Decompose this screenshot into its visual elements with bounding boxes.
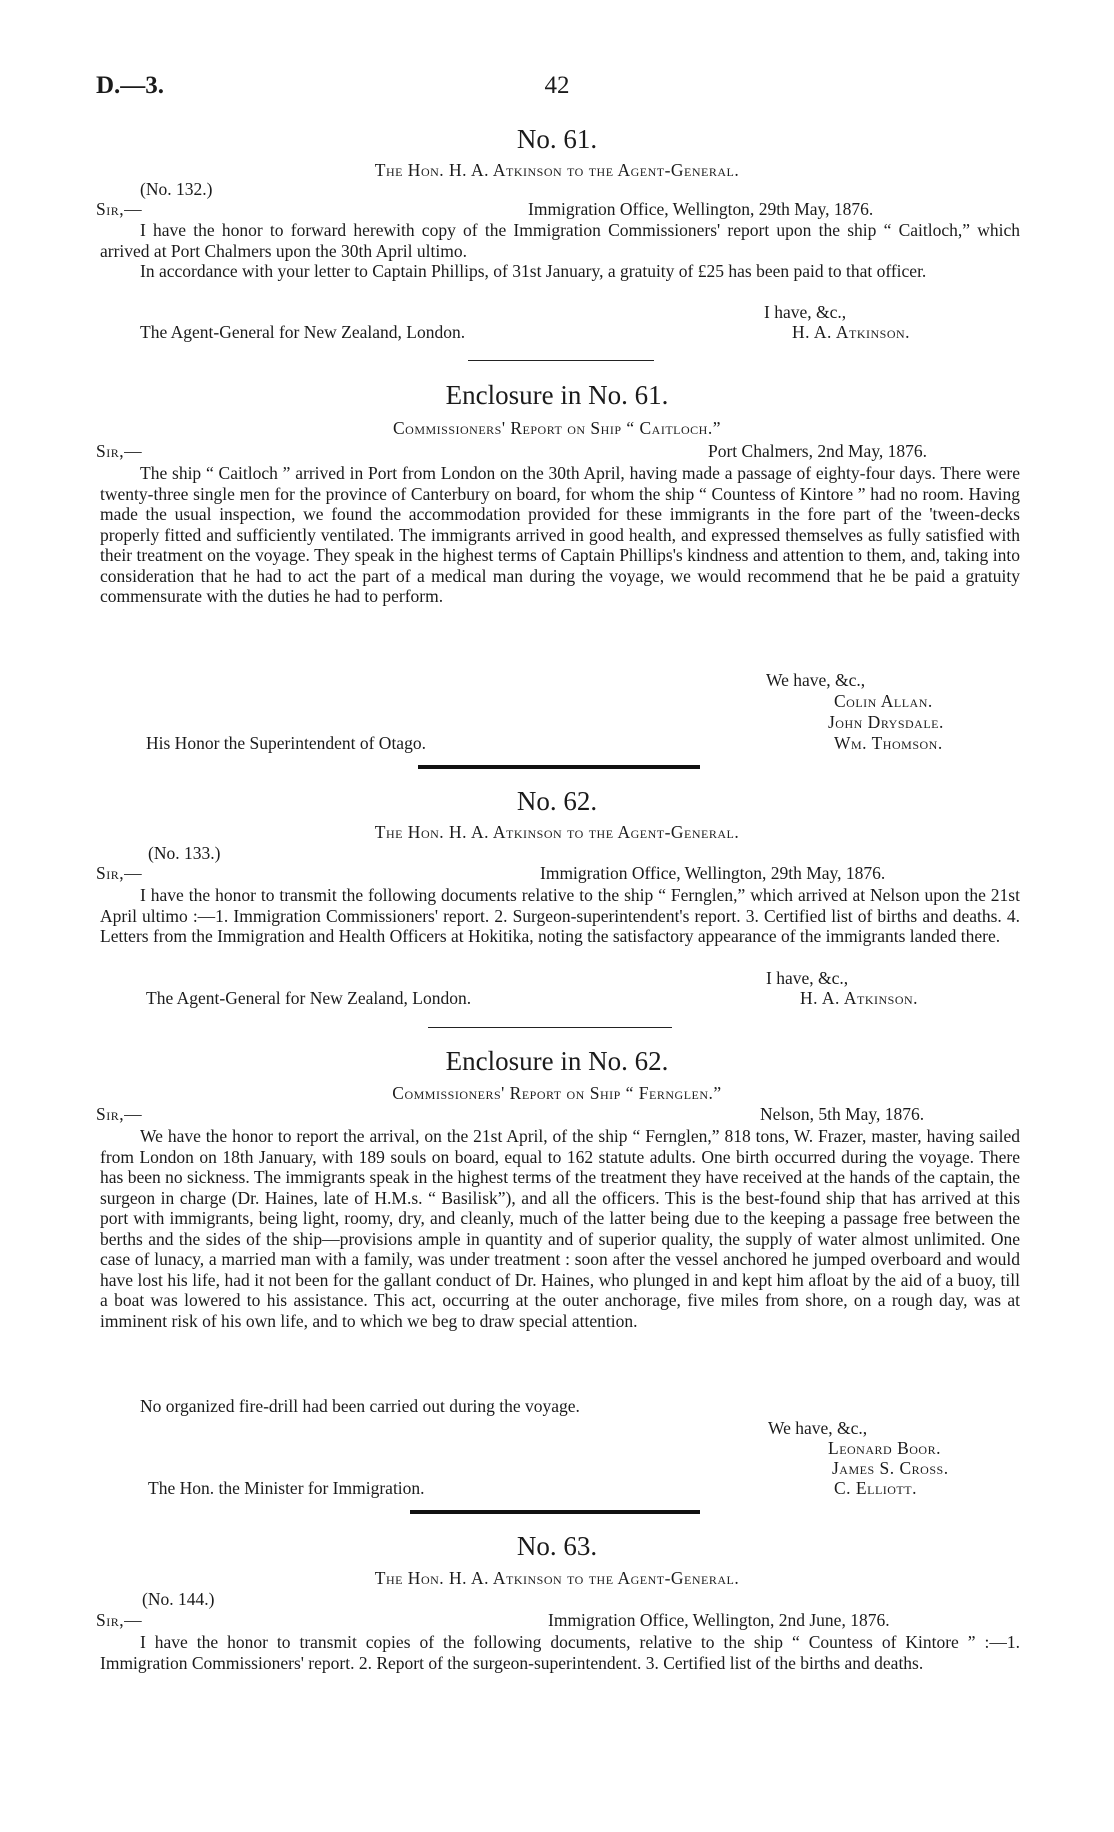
addressee: His Honor the Superintendent of Otago.	[146, 733, 426, 753]
addressee: The Agent-General for New Zealand, London.	[140, 322, 466, 342]
addressee: The Hon. the Minister for Immigration.	[148, 1478, 425, 1498]
divider	[428, 1027, 672, 1028]
section-subtitle: Commissioners' Report on Ship “ Caitloch.”	[393, 418, 721, 438]
closing: We have, &c.,	[768, 1418, 868, 1438]
divider	[468, 360, 654, 361]
section-heading: No. 61.	[516, 124, 598, 154]
signatory: C. Elliott.	[834, 1478, 917, 1498]
signatory: John Drysdale.	[828, 712, 944, 732]
place-date: Nelson, 5th May, 1876.	[760, 1104, 925, 1124]
section-heading: Enclosure in No. 61.	[445, 380, 669, 410]
salutation: Sir,—	[96, 1610, 143, 1630]
place-date: Port Chalmers, 2nd May, 1876.	[708, 441, 928, 461]
addressee: The Agent-General for New Zealand, London.	[146, 988, 472, 1008]
reference-number: (No. 133.)	[148, 843, 221, 863]
signatory: Leonard Boor.	[828, 1438, 941, 1458]
letter-paragraph: I have the honor to forward herewith copy of the Immigration Commissioners' report upon the ship “ Caitloch,” which arrived at Port Chalmers upon the 30th April ultimo.	[100, 220, 1020, 261]
signatory: Colin Allan.	[834, 691, 933, 711]
letter-paragraph: I have the honor to transmit copies of the following documents, relative to the ship “ Countess of Kintore ” :—1. Immigration Commissioners' report. 2. Report of the surgeon-superintendent. 3. Certified list of the births and deaths.	[100, 1632, 1020, 1673]
closing: We have, &c.,	[766, 670, 866, 690]
salutation: Sir,—	[96, 441, 143, 461]
salutation: Sir,—	[96, 863, 143, 883]
section-subtitle: Commissioners' Report on Ship “ Fernglen.”	[392, 1083, 722, 1103]
closing: I have, &c.,	[764, 302, 847, 322]
signatory: James S. Cross.	[832, 1458, 949, 1478]
signatory: H. A. Atkinson.	[800, 988, 919, 1008]
letter-paragraph: No organized fire-drill had been carried out during the voyage.	[140, 1396, 580, 1416]
divider	[410, 1510, 700, 1514]
letter-paragraph: I have the honor to transmit the following documents relative to the ship “ Fernglen,” which arrived at Nelson upon the 21st April ultimo :—1. Immigration Commissioners' report. 2. Surgeon-superintendent's report. 3. Certified list of births and deaths. 4. Letters from the Immigration and Health Officers at Hokitika, noting the satisfactory appearance of the immigrants landed there.	[100, 885, 1020, 946]
reference-number: (No. 144.)	[142, 1589, 215, 1609]
place-date: Immigration Office, Wellington, 29th May, 1876.	[540, 863, 886, 883]
place-date: Immigration Office, Wellington, 2nd June, 1876.	[548, 1610, 890, 1630]
section-heading: Enclosure in No. 62.	[445, 1046, 669, 1076]
section-subtitle: The Hon. H. A. Atkinson to the Agent-General.	[374, 160, 740, 180]
salutation: Sir,—	[96, 199, 143, 219]
letter-paragraph: In accordance with your letter to Captain Phillips, of 31st January, a gratuity of £25 has been paid to that officer.	[140, 261, 927, 281]
signatory: Wm. Thomson.	[834, 733, 943, 753]
closing: I have, &c.,	[766, 968, 849, 988]
letter-paragraph: We have the honor to report the arrival, on the 21st April, of the ship “ Fernglen,” 818 tons, W. Frazer, master, having sailed from London on 18th January, with 189 souls on board, equal to 162 statute adults. One birth occurred during the voyage. There has been no sickness. The immigrants speak in the highest terms of the treatment they have received at the hands of the captain, the surgeon in charge (Dr. Haines, late of H.M.s. “ Basilisk”), and all the officers. This is the best-found ship that has arrived at this port with immigrants, being light, roomy, dry, and cleanly, much of the latter being due to the keeping a passage free between the berths and the sides of the ship—provisions ample in quantity and of superior quality, the supply of water almost unlimited. One case of lunacy, a married man with a family, was under treatment : soon after the vessel anchored he jumped overboard and would have lost his life, had it not been for the gallant conduct of Dr. Haines, who plunged in and kept him afloat by the aid of a buoy, till a boat was lowered to his assistance. This act, occurring at the outer anchorage, five miles from shore, on a rough day, was at imminent risk of his own life, and to which we beg to draw special attention.	[100, 1126, 1020, 1331]
signatory: H. A. Atkinson.	[792, 322, 911, 342]
divider	[418, 765, 700, 769]
section-heading: No. 63.	[516, 1531, 598, 1561]
section-subtitle: The Hon. H. A. Atkinson to the Agent-General.	[374, 1568, 740, 1588]
reference-number: (No. 132.)	[140, 179, 213, 199]
document-reference: D.—3.	[96, 72, 165, 99]
place-date: Immigration Office, Wellington, 29th May, 1876.	[528, 199, 874, 219]
salutation: Sir,—	[96, 1104, 143, 1124]
page-number: 42	[544, 72, 570, 99]
section-heading: No. 62.	[516, 786, 598, 816]
section-subtitle: The Hon. H. A. Atkinson to the Agent-General.	[374, 822, 740, 842]
letter-paragraph: The ship “ Caitloch ” arrived in Port from London on the 30th April, having made a passage of eighty-four days. There were twenty-three single men for the province of Canterbury on board, for whom the ship “ Countess of Kintore ” had no room. Having made the usual inspection, we found the accommodation provided for these immigrants in the fore part of the 'tween-decks properly fitted and sufficiently ventilated. The immigrants arrived in good health, and expressed themselves as fully satisfied with their treatment on the voyage. They speak in the highest terms of Captain Phillips's kindness and attention to them, and, taking into consideration that he had to act the part of a medical man during the voyage, we would recommend that he be paid a gratuity commensurate with the duties he had to perform.	[100, 463, 1020, 606]
